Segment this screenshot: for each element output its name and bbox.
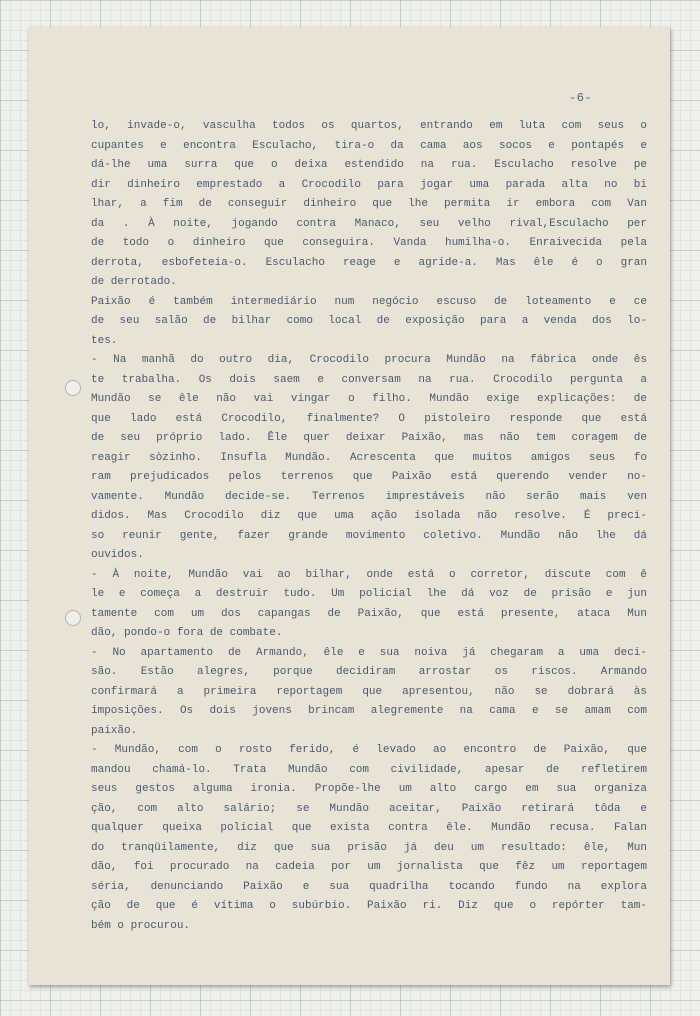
text-line: são. Estão alegres, porque decidiram arrostar os riscos. Armando	[91, 666, 647, 678]
document-page	[29, 27, 670, 985]
page-number: -6-	[569, 91, 593, 105]
text-line: so reunir gente, fazer grande movimento coletivo. Mundão não lhe dá	[91, 529, 647, 542]
text-line: te trabalha. Os dois saem e conversam na rua. Crocodilo pergunta a	[91, 373, 647, 386]
text-line: bém o procurou.	[91, 919, 191, 932]
text-line: ção, com alto salário; se Mundão aceitar, Paixão retirará tôda e	[91, 802, 647, 815]
text-line: que lado está Crocodilo, finalmente? O pistoleiro responde que está	[91, 412, 647, 425]
text-line: Mundão se êle não vai vingar o filho. Mundão exige explicações: de	[91, 393, 647, 405]
text-line: da . À noite, jogando contra Manaco, seu velho rival,Esculacho per	[91, 217, 647, 230]
text-line: lhar, a fim de conseguir dinheiro que lhe permita ir embora com Van	[91, 198, 647, 210]
text-line: Paixão é também intermediário num negócio escuso de loteamento e ce	[91, 295, 647, 308]
text-line: vamente. Mundão decide-se. Terrenos imprestáveis não serão mais ven	[91, 490, 647, 503]
text-line: dir dinheiro emprestado a Crocodilo para jogar uma parada alta no bi	[91, 178, 647, 191]
text-line: confirmará a primeira reportagem que apresentou, não se dobrará às	[91, 685, 647, 698]
text-line: de seu salão de bilhar como local de exposição para a venda dos lo-	[91, 315, 647, 327]
text-line: tamente com um dos capangas de Paixão, que está presente, ataca Mun	[91, 607, 647, 620]
text-line: paixão.	[91, 724, 138, 737]
text-line: reagir sòzinho. Insufla Mundão. Acrescenta que muitos amigos seus fo	[91, 451, 647, 464]
text-line: seus gestos alguma ironia. Propõe-lhe um alto cargo em sua organiza	[91, 783, 647, 795]
text-line: dão, pondo-o fora de combate.	[91, 627, 283, 639]
text-line: - Na manhã do outro dia, Crocodilo procura Mundão na fábrica onde ês	[91, 354, 647, 366]
text-line: do tranqüilamente, diz que sua prisão já deu um resultado: êle, Mun	[91, 841, 647, 854]
text-line: - Mundão, com o rosto ferido, é levado ao encontro de Paixão, que	[91, 744, 647, 756]
text-line: dão, foi procurado na cadeia por um jornalista que fêz um reportagem	[91, 861, 647, 873]
text-line: de seu próprio lado. Êle quer deixar Paixão, mas não tem coragem de	[91, 432, 647, 444]
body-text	[91, 117, 647, 936]
text-line: lo, invade-o, vasculha todos os quartos, entrando em luta com seus o	[91, 120, 647, 132]
punch-hole-top	[65, 380, 81, 396]
text-line: séria, denunciando Paixão e sua quadrilha tocando fundo na explora	[91, 880, 647, 893]
text-line: dá-lhe uma surra que o deixa estendido na rua. Esculacho resolve pe	[91, 159, 647, 171]
text-line: le e começa a destruir tudo. Um policial lhe dá voz de prisão e jun	[91, 588, 647, 600]
text-line: ram prejudicados pelos terrenos que Paixão está querendo vender no-	[91, 471, 647, 483]
text-line: tes.	[91, 334, 118, 347]
text-line: - No apartamento de Armando, êle e sua noiva já chegaram a uma deci-	[91, 646, 647, 659]
text-line: de todo o dinheiro que conseguira. Vanda humilha-o. Enraivecida pela	[91, 237, 647, 249]
text-line: ouvidos.	[91, 549, 144, 561]
text-line: qualquer queixa policial que exista contra êle. Mundão recusa. Falan	[91, 822, 647, 834]
punch-hole-bottom	[65, 610, 81, 626]
text-line: mandou chamá-lo. Trata Mundão com civilidade, apesar de refletirem	[91, 763, 647, 776]
text-line: ção de que é vítima o subúrbio. Paixão ri. Diz que o repórter tam-	[91, 900, 647, 912]
text-line: de derrotado.	[91, 276, 177, 288]
text-line: didos. Mas Crocodilo diz que uma ação isolada não resolve. É preci-	[91, 510, 647, 522]
text-line: derrota, esbofeteia-o. Esculacho reage e agride-a. Mas êle é o gran	[91, 256, 647, 269]
text-line: - À noite, Mundão vai ao bilhar, onde está o corretor, discute com ê	[91, 568, 647, 581]
text-line: imposições. Os dois jovens brincam alegremente na cama e se amam com	[91, 705, 647, 717]
text-line: cupantes e encontra Esculacho, tira-o da cama aos socos e pontapés e	[91, 139, 647, 152]
